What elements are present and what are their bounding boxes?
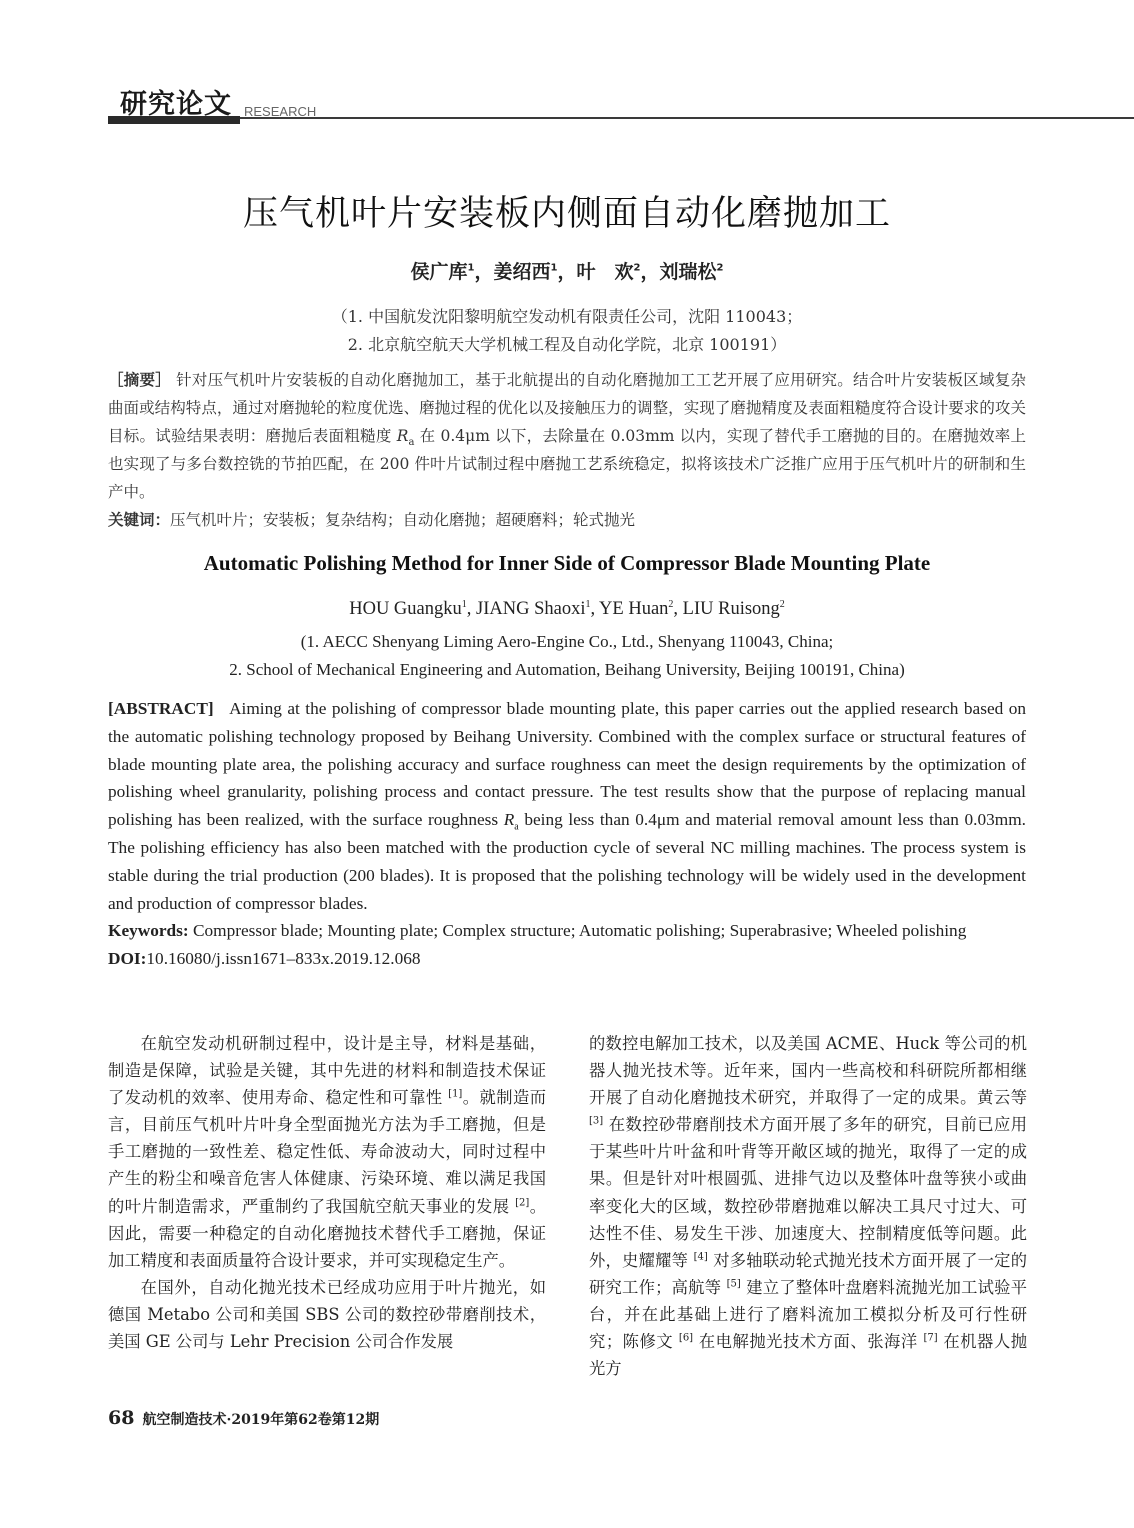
body-text: 在航空发动机研制过程中，设计是主导，材料是基础，制造是保障，试验是关键，其中先进的材料和制造技术保证了发动机的效率、使用寿命、稳定性和可靠性 (108, 1034, 546, 1108)
affiliation-cn-2: 2. 北京航空航天大学机械工程及自动化学院，北京 100191） (347, 335, 787, 354)
author-affil-mark: 1 (461, 598, 467, 610)
author-affil-mark: 2 (779, 598, 785, 610)
body-column-right (589, 1030, 1027, 1382)
body-text: 在数控砂带磨削技术方面开展了多年的研究，目前已应用于某些叶片叶盆和叶背等开敞区域的抛光，取得了一定的成果。但是针对叶根圆弧、进排气边以及整体叶盘等狭小或曲率变化大的区域，数控砂带磨抛难以解决工具尺寸过大、可达性不佳、易发生干涉、加速度大、控制精度低等问题。此外，史耀耀等 (589, 1115, 1027, 1270)
citation-ref[interactable]: [5] (726, 1278, 741, 1290)
doi-label: DOI: (108, 949, 147, 968)
paper-title-en: Automatic Polishing Method for Inner Side of Compressor Blade Mounting Plate (203, 551, 931, 575)
page-number: 68 (108, 1407, 135, 1429)
section-label: 研究论文 (120, 89, 232, 120)
keywords-en-text: Compressor blade; Mounting plate; Complex structure; Automatic polishing; Superabrasive; Wheeled polishing (192, 921, 967, 940)
ra-subscript: a (408, 437, 415, 449)
body-text: 。因此，需要一种稳定的自动化磨抛技术替代手工磨抛，保证加工精度和表面质量符合设计要求，并可实现稳定生产。 (108, 1196, 546, 1270)
body-text: 建立了整体叶盘磨料流抛光加工试验平台，并在此基础上进行了磨料流加工模拟分析及可行性研究；陈修文 (589, 1277, 1027, 1352)
author-affil-mark: 2 (716, 262, 724, 274)
citation-ref[interactable]: [6] (678, 1332, 694, 1344)
affiliation-cn-1: （1. 中国航发沈阳黎明航空发动机有限责任公司，沈阳 110043； (331, 307, 803, 326)
ra-subscript: a (514, 821, 519, 833)
body-text: 在电解抛光技术方面、张海洋 (693, 1332, 924, 1352)
author-name: 侯广库 (410, 261, 468, 283)
keywords-cn-text: 压气机叶片；安装板；复杂结构；自动化磨抛；超硬磨料；轮式抛光 (170, 511, 636, 529)
body-text: 。就制造而言，目前压气机叶片叶身全型面抛光方法为手工磨抛，但是手工磨抛的一致性差、稳定性低、寿命波动大，同时过程中产生的粉尘和噪音危害人体健康、污染环境、难以满足我国的叶片制造需求，严重制约了我国航空航天事业的发展 (108, 1088, 546, 1216)
page-footer (108, 1407, 379, 1429)
author-name: HOU Guangku (349, 599, 462, 619)
abstract-cn-text-1: 针对压气机叶片安装板的自动化磨抛加工，基于北航提出的自动化磨抛加工工艺开展了应用研究。结合叶片安装板区域复杂曲面或结构特点，通过对磨抛轮的粒度优选、磨抛过程的优化以及接触压力的调整，实现了磨抛精度及表面粗糙度符合设计要求的攻关目标。试验结果表明：磨抛后表面粗糙度 (108, 371, 1026, 445)
abstract-cn-label: ［摘要］ (108, 371, 171, 389)
paper-title-cn: 压气机叶片安装板内侧面自动化磨抛加工 (242, 194, 891, 234)
body-text: 对多轴联动轮式抛光技术方面开展了一定的研究工作；高航等 (589, 1250, 1027, 1297)
keywords-en-label: Keywords: (108, 921, 189, 940)
affiliation-en-2: 2. School of Mechanical Engineering and Automation, Beihang University, Beijing 100191, China) (229, 660, 905, 679)
author-name: LIU Ruisong (682, 599, 780, 619)
body-paragraph (108, 1030, 546, 1274)
abstract-cn-text-2: 在 0.4μm 以下，去除量在 0.03mm 以内，实现了替代手工磨抛的目的。在磨抛效率上也实现了与多台数控铣的节拍匹配，在 200 件叶片试制过程中磨抛工艺系统稳定，拟将该技术广泛推广应用于压气机叶片的研制和生产中。 (108, 427, 1027, 501)
author-affil-mark: 2 (668, 598, 674, 610)
doi-link[interactable]: 10.16080/j.issn1671–833x.2019.12.068 (146, 949, 421, 968)
abstract-en-text-1: Aiming at the polishing of compressor blade mounting plate, this paper carries out the applied research based on the automatic polishing technology proposed by Beihang University. Combined with the complex surface or structural features of blade mounting plate area, the polishing accuracy and surface roughness can meet the design requirements by the optimization of polishing wheel granularity, polishing process and contact pressure. The test results show that the purpose of replacing manual polishing has been realized, with the surface roughness (108, 699, 1026, 830)
ra-symbol: R (396, 427, 409, 445)
author-affil-mark: 2 (633, 262, 641, 274)
author-name: YE Huan (599, 599, 669, 619)
abstract-en-label: [ABSTRACT] (108, 699, 214, 718)
abstract-en (108, 695, 1026, 917)
keywords-en (108, 917, 1026, 945)
body-text: 的数控电解加工技术，以及美国 ACME、Huck 等公司的机器人抛光技术等。近年来，国内一些高校和科研院所都相继开展了自动化磨抛技术研究，并取得了一定的成果。黄云等 (589, 1034, 1027, 1108)
authors-en: HOU Guangku$^1$, JIANG Shaoxi$^1$, YE Huan$^2$, LIU Ruisong$^2$ (349, 598, 785, 619)
author-affil-mark: 1 (585, 598, 591, 610)
body-paragraph: 在国外，自动化抛光技术已经成功应用于叶片抛光，如德国 Metabo 公司和美国 SBS 公司的数控砂带磨削技术，美国 GE 公司与 Lehr Precision 公司合作发展 (108, 1277, 546, 1352)
author-name: 姜绍西 (493, 261, 551, 283)
journal-citation: 航空制造技术·2019年第62卷第12期 (142, 1412, 380, 1428)
doi (108, 945, 1026, 973)
authors-cn: 侯广库$^1$，姜绍西$^1$，叶 欢$^2$，刘瑞松$^2$ (410, 261, 724, 283)
affiliation-en-1: (1. AECC Shenyang Liming Aero-Engine Co., Ltd., Shenyang 110043, China; (300, 632, 834, 651)
section-label-en: RESEARCH (244, 104, 317, 119)
author-affil-mark: 1 (550, 262, 558, 274)
abstract-en-text-2: being less than 0.4μm and material removal amount less than 0.03mm. The polishing efficiency has also been matched with the production cycle of several NC milling machines. The process system is stable during the trial production (200 blades). It is proposed that the polishing technology will be widely used in the development and production of compressor blades. (108, 810, 1026, 913)
citation-ref[interactable]: [3] (589, 1115, 604, 1127)
keywords-cn (108, 506, 1026, 534)
abstract-cn (108, 366, 1026, 506)
body-paragraph (589, 1030, 1027, 1382)
author-name: 刘瑞松 (659, 261, 717, 283)
keywords-cn-label: 关键词： (108, 511, 171, 529)
citation-ref[interactable]: [7] (923, 1332, 938, 1344)
author-affil-mark: 1 (467, 262, 475, 274)
citation-ref[interactable]: [2] (515, 1197, 530, 1209)
body-column-left (108, 1030, 546, 1355)
citation-ref[interactable]: [4] (693, 1251, 708, 1263)
author-name: 叶 欢 (576, 261, 634, 283)
citation-ref[interactable]: [1] (448, 1088, 463, 1100)
body-text: 在机器人抛光方 (589, 1332, 1027, 1379)
ra-symbol: R (503, 810, 515, 830)
author-name: JIANG Shaoxi (476, 599, 586, 619)
